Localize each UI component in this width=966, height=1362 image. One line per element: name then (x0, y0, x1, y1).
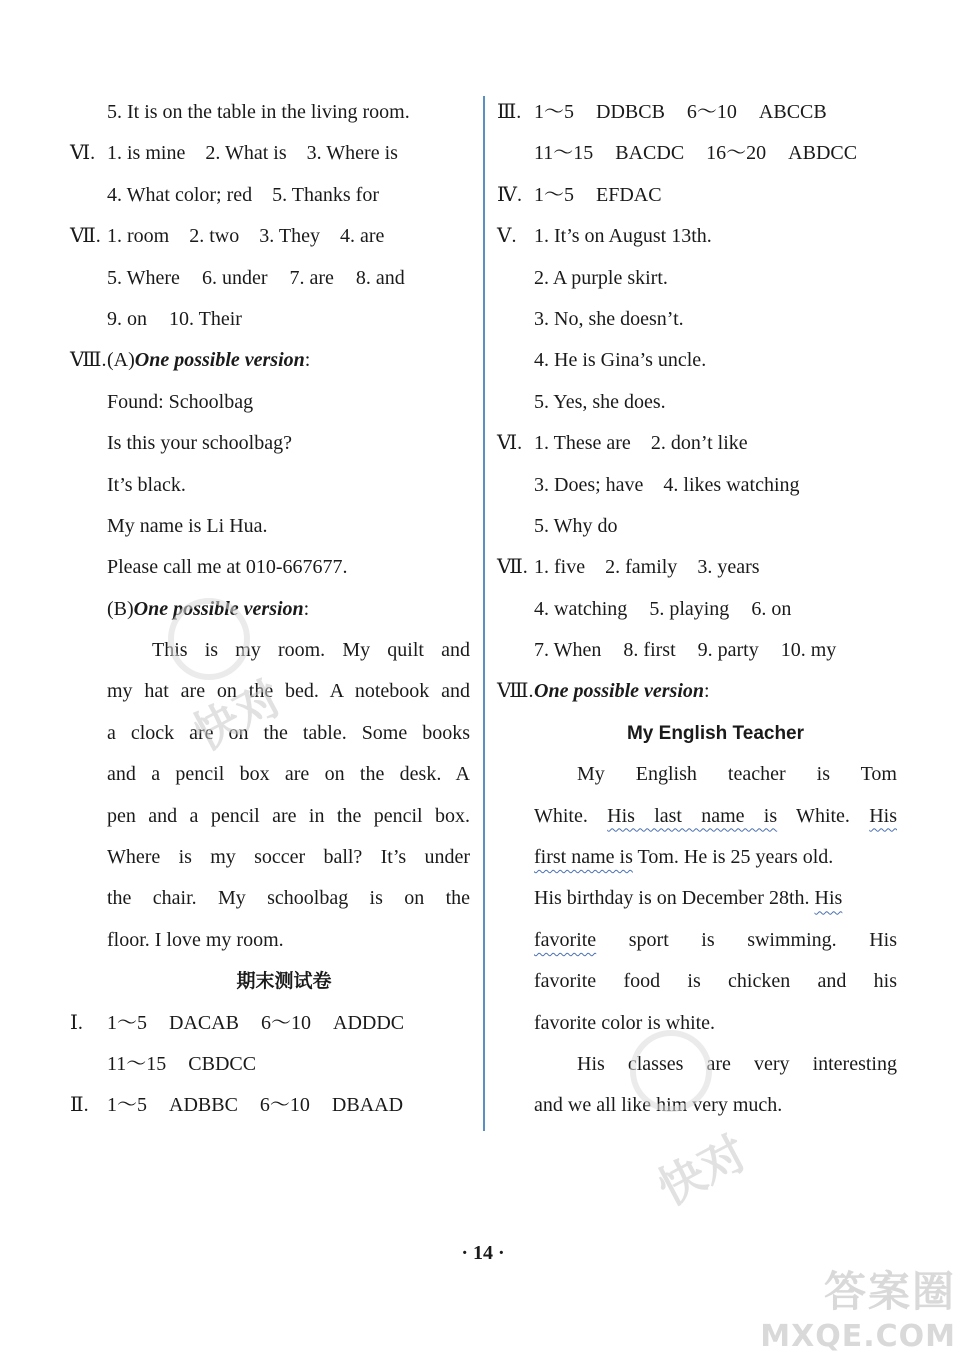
range: 1～5 (534, 101, 574, 123)
answer: DDBCB (596, 101, 665, 123)
answer: 9. on (107, 307, 147, 330)
essay-line: pen and a pencil are in the pencil box. (107, 804, 470, 827)
section-number: Ⅶ. (70, 225, 101, 248)
site-logo-url: MXQE.COM (760, 1319, 956, 1354)
answer: EFDAC (596, 183, 662, 206)
answer-line: 5. It is on the table in the living room. (107, 101, 410, 123)
essay-line: His classes are very interesting (577, 1052, 897, 1075)
answer: CBDCC (188, 1052, 257, 1075)
version-label: One possible version (134, 349, 305, 372)
essay-line: my hat are on the bed. A notebook and (107, 680, 470, 703)
answer-line (70, 175, 470, 216)
answer-line: 2. A purple skirt. (534, 266, 668, 289)
essay-line: floor. I love my room. (107, 928, 284, 951)
answer: 2. don’t like (650, 432, 748, 455)
text: His birthday is on December 28th. (534, 887, 815, 910)
range: 11～15 (534, 142, 594, 165)
answer: 1. These are (534, 432, 631, 455)
section-vii (497, 547, 897, 588)
essay-line: Where is my soccer ball? It’s under (107, 846, 470, 869)
right-column (497, 92, 897, 1127)
version-label: One possible version (534, 680, 704, 703)
answer: 2. What is (205, 142, 287, 165)
section-vi (70, 133, 470, 174)
answer: 5. Thanks for (272, 183, 379, 206)
answer-line (70, 299, 470, 340)
wavy-underlined-phrase: His (814, 887, 843, 910)
section-number: Ⅷ. (497, 680, 534, 703)
essay-line: a clock are on the table. Some books (107, 721, 470, 744)
answer: 9. party (697, 639, 759, 662)
essay-line: My English teacher is Tom (577, 763, 897, 786)
part-b-heading (70, 589, 470, 630)
section-viii (497, 671, 897, 712)
section-v (497, 216, 897, 257)
site-logo-text: 答案圈 (823, 1267, 956, 1316)
answer: 8. and (355, 266, 405, 289)
answer-line (497, 465, 897, 506)
answer: 10. my (780, 639, 837, 662)
wavy-underlined-phrase: His (869, 804, 897, 827)
answer-line (70, 1044, 470, 1085)
range: 6～10 (261, 1011, 312, 1034)
answer: 5. playing (649, 597, 730, 620)
answer: 4. watching (534, 597, 628, 620)
answer-line: 5. Why do (534, 514, 618, 537)
text: sport is swimming. His (596, 928, 897, 951)
essay-line: favorite color is white. (534, 1011, 716, 1034)
essay-line: the chair. My schoolbag is on the (107, 887, 470, 910)
section-number: Ⅵ. (70, 142, 96, 165)
notice-line: Is this your schoolbag? (107, 432, 292, 455)
answer: 6. under (201, 266, 268, 289)
version-label: One possible version (133, 597, 304, 620)
answer: 1. room (107, 225, 170, 248)
answer-line (497, 589, 897, 630)
wavy-underlined-phrase: first name is (534, 846, 633, 869)
text: White. (777, 804, 870, 827)
wavy-underlined-phrase: favorite (534, 928, 597, 951)
range: 1～5 (107, 1094, 147, 1117)
section-number: Ⅵ. (497, 432, 523, 455)
text: Tom. He is 25 years old. (632, 846, 834, 869)
answer: 3. Where is (306, 142, 398, 165)
answer: 3. They (259, 225, 320, 248)
essay-line (497, 796, 897, 837)
answer-line: 5. Yes, she does. (534, 390, 666, 413)
section-iii (497, 92, 897, 133)
answer: 7. When (534, 639, 602, 662)
notice-line: My name is Li Hua. (107, 514, 268, 537)
essay-line: favorite food is chicken and his (534, 970, 897, 993)
colon: : (304, 349, 311, 372)
section-number: Ⅴ. (497, 225, 517, 248)
essay-title: My English Teacher (626, 722, 805, 744)
answer: 1. It’s on August 13th. (534, 225, 712, 248)
essay-line: This is my room. My quilt and (152, 639, 470, 662)
answer-line (70, 258, 470, 299)
answer: 1. five (534, 556, 586, 579)
range: 11～15 (107, 1052, 167, 1075)
section-number: Ⅰ. (70, 1011, 83, 1034)
answer: 2. family (605, 556, 678, 579)
answer: 6. on (751, 597, 792, 620)
answer: 3. years (697, 556, 760, 579)
answer: 2. two (189, 225, 240, 248)
answer-line: 3. No, she doesn’t. (534, 307, 684, 330)
answer: BACDC (615, 142, 685, 165)
section-number: Ⅱ. (70, 1094, 89, 1117)
essay-line (497, 837, 897, 878)
answer: ABDCC (788, 142, 858, 165)
essay-line (497, 878, 897, 919)
range: 6～10 (259, 1094, 310, 1117)
notice-line: It’s black. (107, 473, 186, 496)
part-label: (B) (107, 597, 134, 620)
range: 1～5 (534, 183, 574, 206)
column-divider (483, 96, 485, 1131)
watermark-logo (168, 598, 250, 680)
notice-line: Please call me at 010-667677. (107, 556, 348, 579)
watermark-text: 快对 (649, 1125, 756, 1217)
section-number: Ⅳ. (497, 183, 522, 206)
answer: 4. likes watching (663, 473, 800, 496)
essay-line: and we all like him very much. (534, 1094, 783, 1117)
answer: 3. Does; have (534, 473, 644, 496)
section-iv (497, 175, 897, 216)
answer: ABCCB (758, 101, 827, 123)
answer: 8. first (623, 639, 676, 662)
text: White. (534, 804, 608, 827)
colon: : (704, 680, 710, 703)
range: 6～10 (686, 101, 737, 123)
exam-title: 期末测试卷 (236, 970, 332, 993)
watermark-text: 快对 (184, 670, 291, 762)
section-number: Ⅲ. (497, 101, 522, 123)
wavy-underlined-phrase: His last name is (607, 804, 778, 827)
essay-line: and a pencil box are on the desk. A (107, 763, 470, 786)
answer-line (497, 133, 897, 174)
section-vii (70, 216, 470, 257)
watermark-logo (630, 1030, 712, 1112)
notice-line: Found: Schoolbag (107, 390, 254, 413)
section-viii (70, 340, 470, 381)
answer: 4. are (339, 225, 385, 248)
answer: ADDDC (333, 1011, 405, 1034)
section-vi (497, 423, 897, 464)
section-number: Ⅷ. (70, 349, 107, 372)
answer: 4. What color; red (107, 183, 253, 206)
answer: ADBBC (169, 1094, 238, 1117)
colon: : (303, 597, 310, 620)
section-number: Ⅶ. (497, 556, 528, 579)
answer-line: 4. He is Gina’s uncle. (534, 349, 707, 372)
left-column (70, 92, 470, 1127)
answer-line (497, 630, 897, 671)
range: 1～5 (107, 1011, 147, 1034)
section-i (70, 1003, 470, 1044)
answer: 10. Their (169, 307, 242, 330)
essay-line (497, 920, 897, 961)
page-number: · 14 · (461, 1242, 505, 1264)
answer: 7. are (289, 266, 334, 289)
answer: DBAAD (331, 1094, 404, 1117)
section-ii (70, 1085, 470, 1126)
answer: 5. Where (107, 266, 180, 289)
range: 16～20 (706, 142, 767, 165)
site-logo (760, 1259, 956, 1354)
answer: DACAB (169, 1011, 240, 1034)
answer: 1. is mine (107, 142, 186, 165)
part-label: (A) (107, 349, 135, 372)
